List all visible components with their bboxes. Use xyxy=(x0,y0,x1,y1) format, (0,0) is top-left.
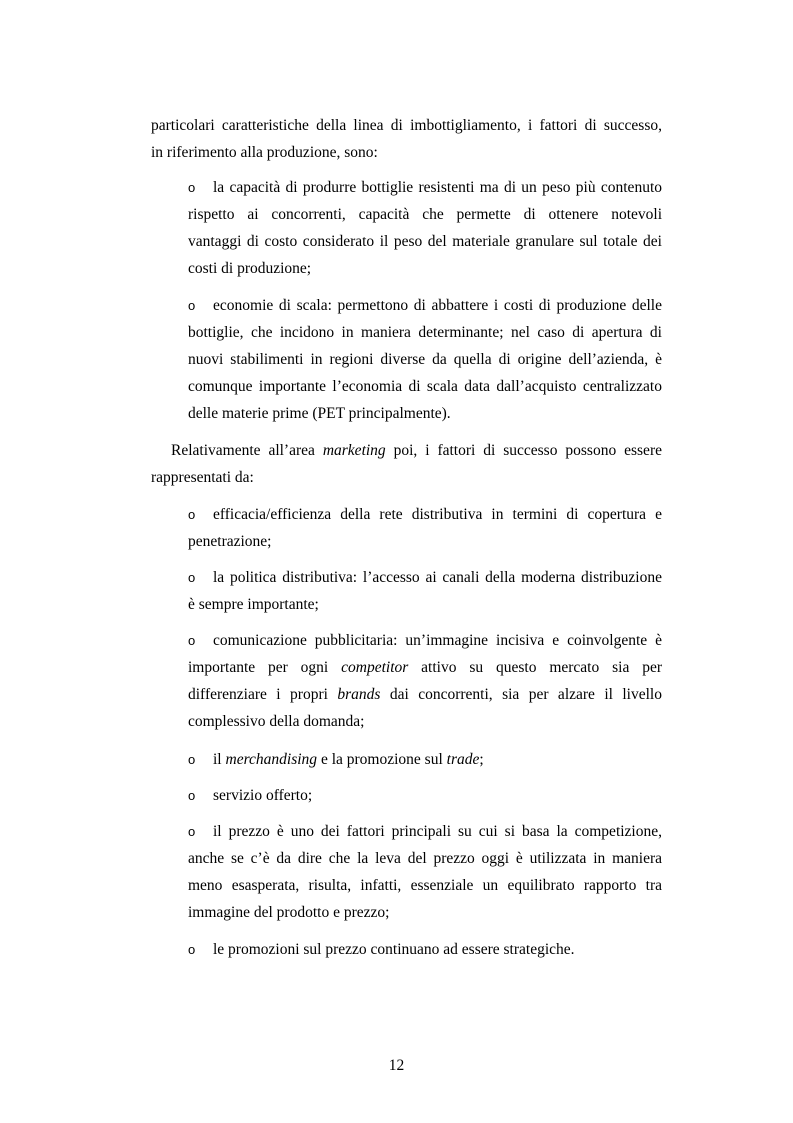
text-line: in riferimento alla produzione, sono: xyxy=(151,144,378,161)
list-item xyxy=(188,746,662,773)
bullet-icon: o xyxy=(188,633,196,648)
text-line: economie di scala: permettono di abbattere i costi di produzione delle xyxy=(213,297,662,314)
text-line: complessivo della domanda; xyxy=(188,713,365,730)
text-line: rispetto ai concorrenti, capacità che permette di ottenere notevoli xyxy=(188,206,662,223)
list-item xyxy=(188,782,662,809)
text-line: comunicazione pubblicitaria: un’immagine incisiva e coinvolgente è xyxy=(213,632,662,649)
bullet-icon: o xyxy=(188,752,196,767)
text-line: è sempre importante; xyxy=(188,596,319,613)
text-line: costi di produzione; xyxy=(188,260,312,277)
text-line: meno esasperata, risulta, infatti, essenziale un equilibrato rapporto tra xyxy=(188,877,662,894)
text-line: efficacia/efficienza della rete distributiva in termini di copertura e xyxy=(213,506,662,523)
list-item xyxy=(188,292,662,427)
text-line: rappresentati da: xyxy=(151,469,254,486)
text-line: differenziare i propri brands dai concorrenti, sia per alzare il livello xyxy=(188,686,662,703)
text-line: bottiglie, che incidono in maniera determinante; nel caso di apertura di xyxy=(188,324,662,341)
bullet-icon: o xyxy=(188,942,196,957)
intro-paragraph xyxy=(151,112,662,166)
page-number: 12 xyxy=(388,1057,405,1074)
bullet-icon: o xyxy=(188,824,196,839)
text-line: penetrazione; xyxy=(188,533,272,550)
list-item xyxy=(188,174,662,282)
bullet-icon: o xyxy=(188,507,196,522)
text-line: Relativamente all’area marketing poi, i fattori di successo possono essere xyxy=(171,442,662,459)
list-item xyxy=(188,818,662,926)
text-line: importante per ogni competitor attivo su questo mercato sia per xyxy=(188,659,662,676)
text-line: delle materie prime (PET principalmente). xyxy=(188,405,451,422)
text-line: la politica distributiva: l’accesso ai canali della moderna distribuzione xyxy=(213,569,662,586)
text-line: anche se c’è da dire che la leva del prezzo oggi è utilizzata in maniera xyxy=(188,850,662,867)
marketing-paragraph xyxy=(151,437,662,491)
text-line: comunque importante l’economia di scala data dall’acquisto centralizzato xyxy=(188,378,662,395)
list-item xyxy=(188,627,662,735)
text-line: servizio offerto; xyxy=(213,787,313,804)
text-line: immagine del prodotto e prezzo; xyxy=(188,904,390,921)
text-line: la capacità di produrre bottiglie resistenti ma di un peso più contenuto xyxy=(213,179,662,196)
text-line: particolari caratteristiche della linea di imbottigliamento, i fattori di successo, xyxy=(151,117,662,134)
text-line: nuovi stabilimenti in regioni diverse da quella di origine dell’azienda, è xyxy=(188,351,662,368)
bullet-icon: o xyxy=(188,298,196,313)
text-line: vantaggi di costo considerato il peso del materiale granulare sul totale dei xyxy=(188,233,662,250)
list-item xyxy=(188,936,662,963)
list-item xyxy=(188,564,662,618)
bullet-icon: o xyxy=(188,180,196,195)
bullet-icon: o xyxy=(188,788,196,803)
text-line: le promozioni sul prezzo continuano ad essere strategiche. xyxy=(213,941,575,958)
text-line: il merchandising e la promozione sul trade; xyxy=(213,751,484,768)
text-line: il prezzo è uno dei fattori principali su cui si basa la competizione, xyxy=(213,823,662,840)
bullet-icon: o xyxy=(188,570,196,585)
list-item xyxy=(188,501,662,555)
